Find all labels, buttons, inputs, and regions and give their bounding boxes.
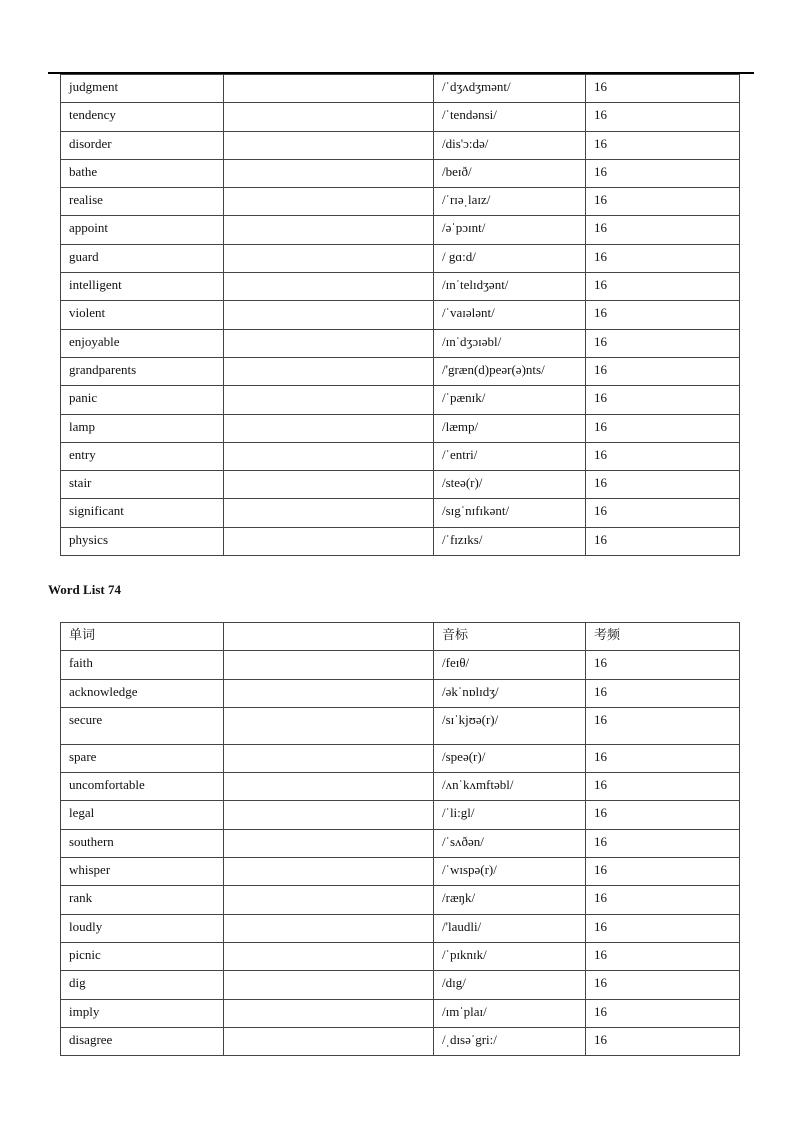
cell-word: secure — [61, 707, 224, 744]
table-row — [61, 707, 740, 744]
cell-meaning — [224, 273, 434, 301]
cell-word: rank — [61, 886, 224, 914]
cell-meaning — [224, 442, 434, 470]
cell-word: faith — [61, 651, 224, 679]
cell-word: bathe — [61, 159, 224, 187]
cell-word: lamp — [61, 414, 224, 442]
table-row — [61, 414, 740, 442]
cell-frequency: 16 — [586, 188, 740, 216]
cell-word: spare — [61, 744, 224, 772]
table-header-row — [61, 623, 740, 651]
cell-phonetic: /ʌnˈkʌmftəbl/ — [434, 773, 586, 801]
word-table-74 — [60, 622, 740, 1056]
cell-meaning — [224, 744, 434, 772]
cell-meaning — [224, 414, 434, 442]
cell-frequency: 16 — [586, 159, 740, 187]
header-frequency: 考频 — [586, 623, 740, 651]
header-meaning — [224, 623, 434, 651]
cell-word: disorder — [61, 131, 224, 159]
table-row — [61, 1027, 740, 1055]
table-row — [61, 773, 740, 801]
cell-meaning — [224, 103, 434, 131]
table-row — [61, 527, 740, 555]
table-row — [61, 159, 740, 187]
table-row — [61, 886, 740, 914]
cell-phonetic: /'græn(d)peər(ə)nts/ — [434, 357, 586, 385]
table-row — [61, 131, 740, 159]
cell-frequency: 16 — [586, 829, 740, 857]
cell-meaning — [224, 942, 434, 970]
cell-frequency: 16 — [586, 442, 740, 470]
cell-meaning — [224, 773, 434, 801]
cell-frequency: 16 — [586, 914, 740, 942]
cell-word: southern — [61, 829, 224, 857]
cell-phonetic: /dis'ɔ:də/ — [434, 131, 586, 159]
cell-meaning — [224, 499, 434, 527]
cell-word: realise — [61, 188, 224, 216]
table-row — [61, 357, 740, 385]
table-row — [61, 971, 740, 999]
table-row — [61, 103, 740, 131]
cell-phonetic: /ˈpænɪk/ — [434, 386, 586, 414]
cell-meaning — [224, 527, 434, 555]
cell-frequency: 16 — [586, 651, 740, 679]
cell-word: physics — [61, 527, 224, 555]
cell-meaning — [224, 471, 434, 499]
table-row — [61, 651, 740, 679]
cell-phonetic: /ˌdɪsəˈgri:/ — [434, 1027, 586, 1055]
cell-phonetic: /əkˈnɒlɪdʒ/ — [434, 679, 586, 707]
cell-meaning — [224, 999, 434, 1027]
table-row — [61, 942, 740, 970]
table-row — [61, 244, 740, 272]
cell-meaning — [224, 886, 434, 914]
cell-phonetic: /ɪnˈdʒɔɪəbl/ — [434, 329, 586, 357]
cell-phonetic: /ˈvaɪələnt/ — [434, 301, 586, 329]
cell-frequency: 16 — [586, 801, 740, 829]
header-phonetic: 音标 — [434, 623, 586, 651]
cell-frequency: 16 — [586, 971, 740, 999]
cell-phonetic: / gɑ:d/ — [434, 244, 586, 272]
cell-phonetic: /feɪθ/ — [434, 651, 586, 679]
table-row — [61, 744, 740, 772]
table-row — [61, 499, 740, 527]
cell-word: significant — [61, 499, 224, 527]
cell-phonetic: /ˈfɪzɪks/ — [434, 527, 586, 555]
cell-frequency: 16 — [586, 773, 740, 801]
cell-phonetic: /ræŋk/ — [434, 886, 586, 914]
cell-meaning — [224, 131, 434, 159]
table-row — [61, 75, 740, 103]
cell-frequency: 16 — [586, 679, 740, 707]
cell-meaning — [224, 159, 434, 187]
cell-meaning — [224, 75, 434, 103]
cell-frequency: 16 — [586, 471, 740, 499]
cell-word: uncomfortable — [61, 773, 224, 801]
cell-word: grandparents — [61, 357, 224, 385]
cell-meaning — [224, 188, 434, 216]
cell-word: stair — [61, 471, 224, 499]
cell-frequency: 16 — [586, 886, 740, 914]
cell-word: whisper — [61, 858, 224, 886]
word-table-continued-body — [61, 75, 740, 556]
table-row — [61, 858, 740, 886]
cell-meaning — [224, 301, 434, 329]
cell-meaning — [224, 216, 434, 244]
cell-phonetic: /ˈtendənsi/ — [434, 103, 586, 131]
table-row — [61, 471, 740, 499]
table-row — [61, 386, 740, 414]
cell-frequency: 16 — [586, 273, 740, 301]
cell-phonetic: /ˈwɪspə(r)/ — [434, 858, 586, 886]
cell-meaning — [224, 801, 434, 829]
table-row — [61, 216, 740, 244]
cell-frequency: 16 — [586, 414, 740, 442]
cell-word: tendency — [61, 103, 224, 131]
cell-meaning — [224, 858, 434, 886]
cell-phonetic: /speə(r)/ — [434, 744, 586, 772]
cell-frequency: 16 — [586, 527, 740, 555]
table-row — [61, 442, 740, 470]
header-word: 单词 — [61, 623, 224, 651]
cell-meaning — [224, 971, 434, 999]
cell-word: dig — [61, 971, 224, 999]
cell-word: violent — [61, 301, 224, 329]
cell-word: imply — [61, 999, 224, 1027]
cell-frequency: 16 — [586, 707, 740, 744]
cell-frequency: 16 — [586, 999, 740, 1027]
cell-word: intelligent — [61, 273, 224, 301]
cell-frequency: 16 — [586, 858, 740, 886]
cell-word: picnic — [61, 942, 224, 970]
table-row — [61, 329, 740, 357]
table-row — [61, 829, 740, 857]
cell-meaning — [224, 244, 434, 272]
cell-meaning — [224, 329, 434, 357]
cell-phonetic: /ˈentri/ — [434, 442, 586, 470]
cell-frequency: 16 — [586, 131, 740, 159]
cell-frequency: 16 — [586, 103, 740, 131]
table-row — [61, 679, 740, 707]
table-row — [61, 914, 740, 942]
cell-frequency: 16 — [586, 499, 740, 527]
cell-frequency: 16 — [586, 942, 740, 970]
cell-word: entry — [61, 442, 224, 470]
table-row — [61, 301, 740, 329]
cell-phonetic: /əˈpɔɪnt/ — [434, 216, 586, 244]
cell-frequency: 16 — [586, 744, 740, 772]
cell-frequency: 16 — [586, 216, 740, 244]
cell-word: legal — [61, 801, 224, 829]
cell-frequency: 16 — [586, 75, 740, 103]
cell-frequency: 16 — [586, 244, 740, 272]
cell-phonetic: /læmp/ — [434, 414, 586, 442]
cell-phonetic: /ˈpɪknɪk/ — [434, 942, 586, 970]
cell-word: loudly — [61, 914, 224, 942]
cell-phonetic: /ˈli:gl/ — [434, 801, 586, 829]
cell-word: judgment — [61, 75, 224, 103]
cell-meaning — [224, 829, 434, 857]
table-row — [61, 801, 740, 829]
table-row — [61, 999, 740, 1027]
word-table-continued — [60, 74, 740, 556]
cell-frequency: 16 — [586, 357, 740, 385]
section-title: Word List 74 — [48, 582, 121, 597]
cell-word: panic — [61, 386, 224, 414]
cell-phonetic: /steə(r)/ — [434, 471, 586, 499]
cell-phonetic: /'laudli/ — [434, 914, 586, 942]
cell-word: disagree — [61, 1027, 224, 1055]
cell-phonetic: /sɪgˈnɪfɪkənt/ — [434, 499, 586, 527]
cell-phonetic: /ˈdʒʌdʒmənt/ — [434, 75, 586, 103]
cell-phonetic: /beɪð/ — [434, 159, 586, 187]
cell-meaning — [224, 914, 434, 942]
cell-frequency: 16 — [586, 329, 740, 357]
cell-phonetic: /ɪnˈtelɪdʒənt/ — [434, 273, 586, 301]
table-row — [61, 188, 740, 216]
cell-phonetic: /ˈsʌðən/ — [434, 829, 586, 857]
cell-word: acknowledge — [61, 679, 224, 707]
cell-meaning — [224, 1027, 434, 1055]
cell-phonetic: /ɪmˈplaɪ/ — [434, 999, 586, 1027]
cell-word: appoint — [61, 216, 224, 244]
table-row — [61, 273, 740, 301]
cell-word: guard — [61, 244, 224, 272]
cell-frequency: 16 — [586, 301, 740, 329]
cell-meaning — [224, 651, 434, 679]
cell-phonetic: /dɪg/ — [434, 971, 586, 999]
cell-meaning — [224, 386, 434, 414]
cell-word: enjoyable — [61, 329, 224, 357]
cell-meaning — [224, 707, 434, 744]
cell-meaning — [224, 357, 434, 385]
word-table-74-body — [61, 623, 740, 1056]
cell-meaning — [224, 679, 434, 707]
cell-frequency: 16 — [586, 1027, 740, 1055]
cell-phonetic: /sɪˈkjʊə(r)/ — [434, 707, 586, 744]
cell-frequency: 16 — [586, 386, 740, 414]
cell-phonetic: /ˈrɪəˌlaɪz/ — [434, 188, 586, 216]
